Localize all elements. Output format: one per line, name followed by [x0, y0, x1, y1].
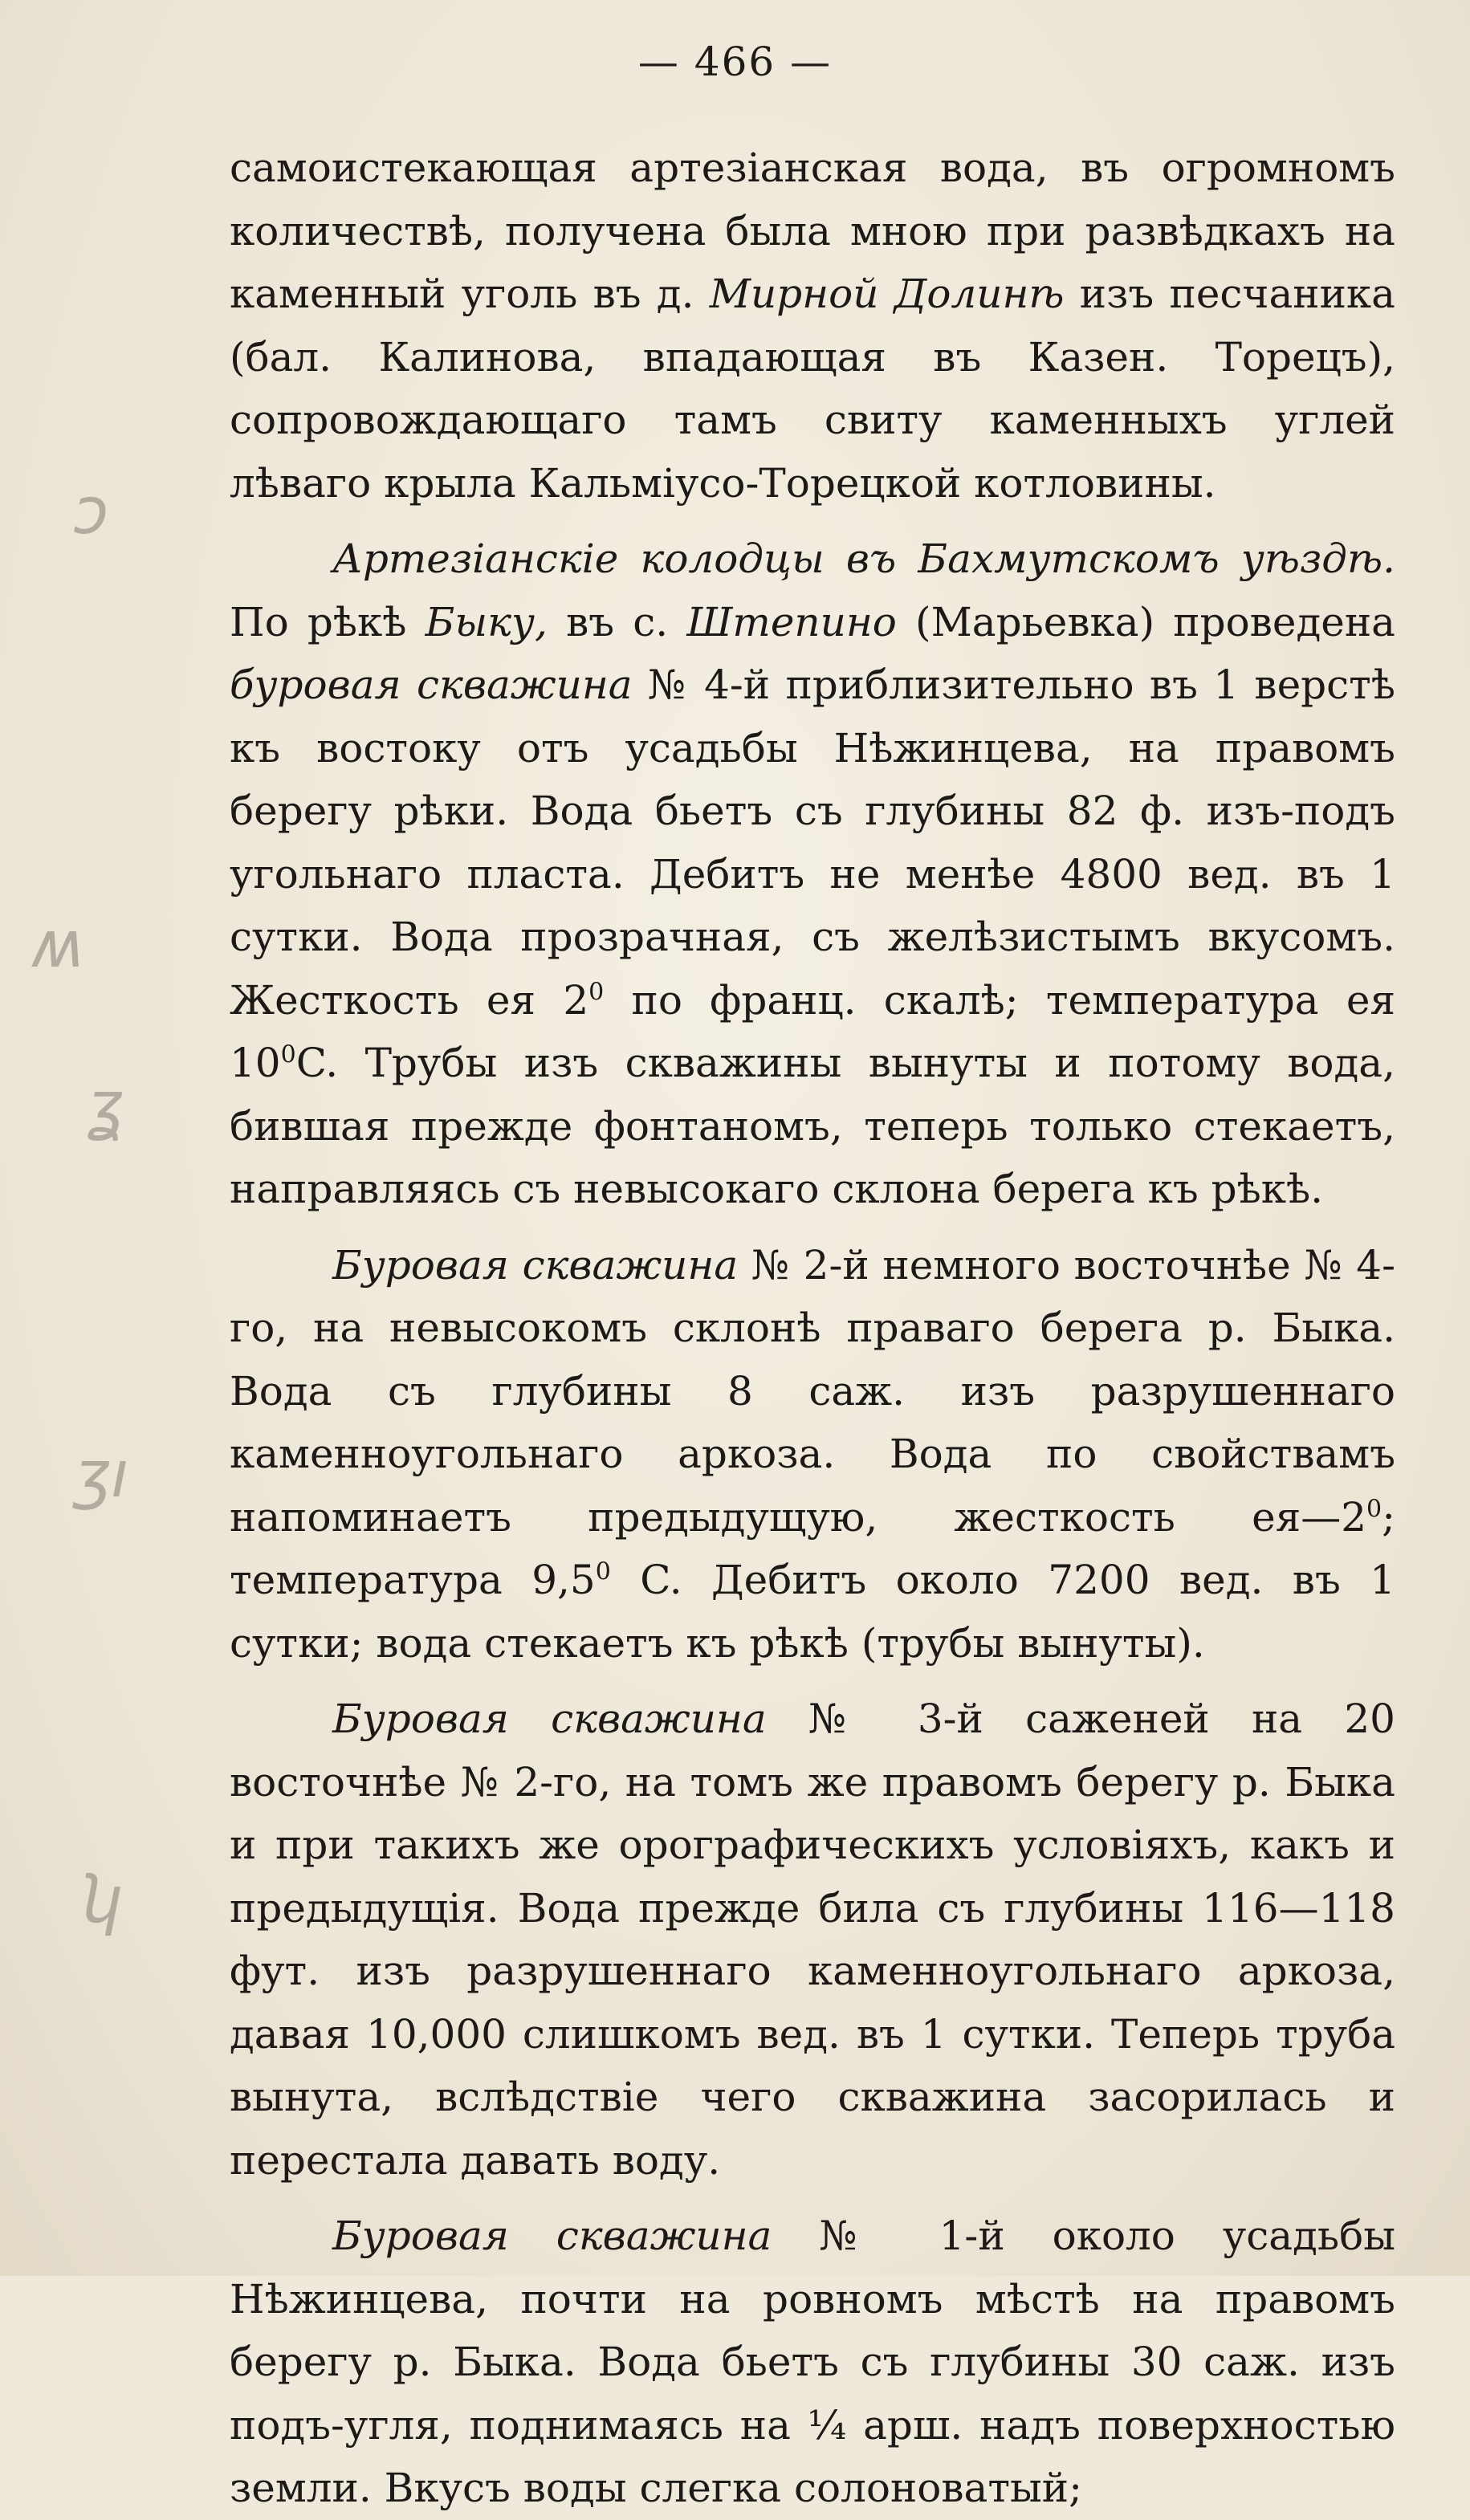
- page-number: — 466 —: [637, 39, 833, 85]
- superscript: 0: [595, 1557, 611, 1586]
- pencil-mark: ʍ: [32, 907, 85, 982]
- text-run: по франц. скалѣ; температура ея 10: [230, 976, 1395, 1086]
- text-run: самоистекающая артезіанская вода, въ огромномъ количествѣ, получена была мною при развѣдкахъ на каменный уголь въ д.: [230, 145, 1395, 317]
- superscript: 0: [588, 977, 605, 1006]
- paragraph: [230, 1234, 1395, 1675]
- text-run: (Марьевка) проведена: [896, 598, 1395, 645]
- text-run: № 2-й немного восточнѣе № 4-го, на невысокомъ склонѣ праваго берега р. Быка. Вода съ глубины 8 саж. изъ разрушеннаго каменноугольнаго аркоза. Вода по свойствамъ напоминаетъ предыдущую, жесткость ея—2: [230, 1241, 1396, 1541]
- italic-text: буровая скважина: [230, 662, 633, 708]
- pencil-mark: ↄ: [74, 474, 109, 548]
- text-run: ; температура 9,5: [230, 1493, 1395, 1603]
- pencil-mark: ʓ: [87, 1068, 124, 1142]
- superscript: 0: [1366, 1494, 1382, 1523]
- text-run: C. Дебитъ около 7200 вед. въ 1 сутки; вода стекаетъ къ рѣкѣ (трубы вынуты).: [230, 1557, 1395, 1667]
- text-run: изъ песчаника (бал. Калинова, впадающая въ Казен. Торецъ), сопровождающаго тамъ свиту каменныхъ углей лѣваго крыла Кальміусо-Торецкой котловины.: [230, 271, 1395, 507]
- paragraph: [230, 2204, 1395, 2520]
- text-run: № 4-й приблизительно въ 1 верстѣ къ востоку отъ усадьбы Нѣжинцева, на правомъ берегу рѣки. Вода бьетъ съ глубины 82 ф. изъ-подъ угольнаго пласта. Дебитъ не менѣе 4800 вед. въ 1 сутки. Вода прозрачная, съ желѣзистымъ вкусомъ. Жесткость ея 2: [230, 662, 1395, 1024]
- text-run: № 1-й около усадьбы Нѣжинцева, почти на ровномъ мѣстѣ на правомъ берегу р. Быка. Вода бьетъ съ глубины 30 саж. изъ подъ-угля, поднимаясь на ¼ арш. надъ поверхностью земли. Вкусъ воды слегка солоноватый;: [230, 2213, 1395, 2511]
- italic-text: Буровая скважина: [332, 2213, 772, 2259]
- italic-text: Буровая скважина: [332, 1696, 767, 1742]
- superscript: 0: [280, 1040, 296, 1069]
- italic-text: Мирной Долинѣ: [709, 271, 1065, 317]
- pencil-mark: ʮ: [80, 1863, 117, 1937]
- pencil-mark: ʒı: [74, 1437, 129, 1512]
- body-text: [230, 136, 1395, 2520]
- text-run: C. Трубы изъ скважины вынуты и потому вода, бившая прежде фонтаномъ, теперь только стекаетъ, направляясь съ невысокаго склона берега къ рѣкѣ.: [230, 1040, 1395, 1212]
- paragraph: [230, 1687, 1395, 2192]
- paragraph: [230, 527, 1395, 1221]
- text-run: въ с.: [547, 598, 687, 645]
- paragraph: [230, 136, 1395, 515]
- italic-text: Буровая скважина: [332, 1241, 739, 1288]
- italic-text: Быку,: [425, 598, 548, 645]
- italic-text: Штепино: [686, 598, 897, 645]
- text-run: № 3-й саженей на 20 восточнѣе № 2-го, на томъ же правомъ берегу р. Быка и при такихъ же орографическихъ условіяхъ, какъ и предыдущія. Вода прежде била съ глубины 116—118 фут. изъ разрушеннаго каменноугольнаго аркоза, давая 10,000 слишкомъ вед. въ 1 сутки. Теперь труба вынута, вслѣдствіе чего скважина засорилась и перестала давать воду.: [230, 1696, 1395, 2184]
- italic-text: Артезіанскіе колодцы въ Бахмутскомъ уѣздѣ.: [332, 535, 1395, 582]
- text-run: По рѣкѣ: [230, 598, 426, 645]
